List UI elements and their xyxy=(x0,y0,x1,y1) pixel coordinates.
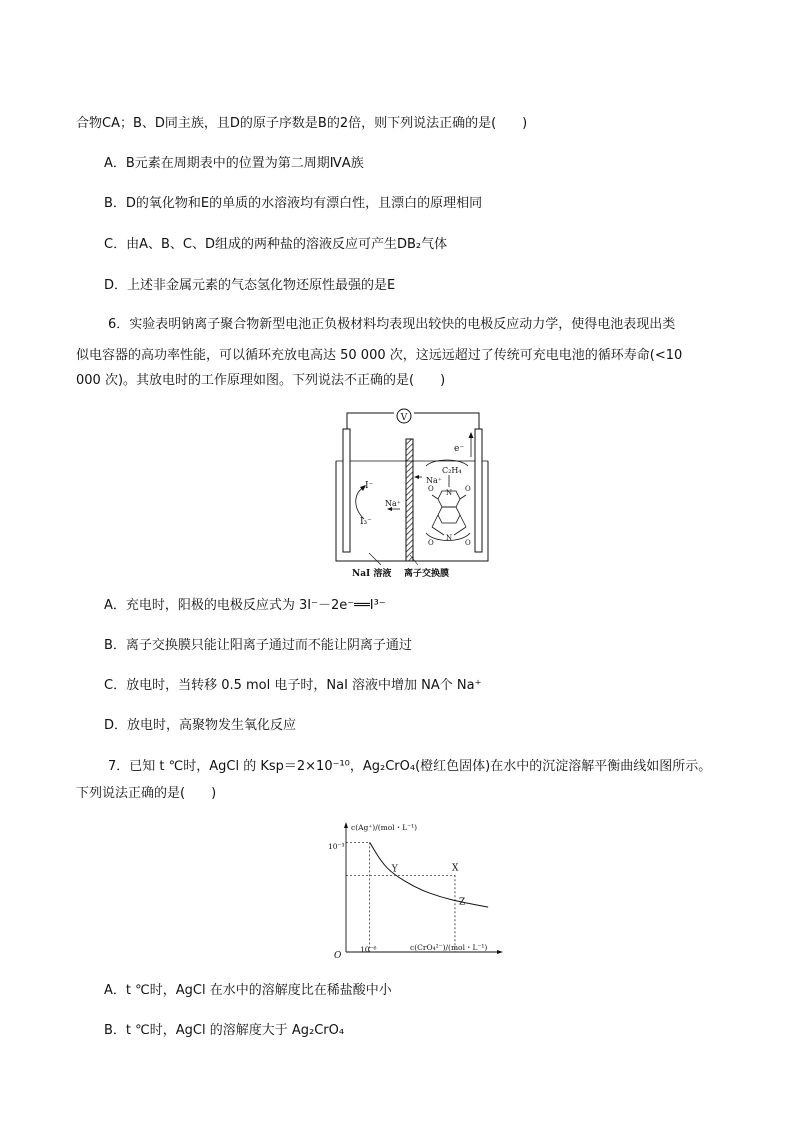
point-label-z: Z xyxy=(458,897,466,908)
q6-option-c: C．放电时，当转移 0.5 mol 电子时，NaI 溶液中增加 NA个 Na⁺ xyxy=(104,678,482,693)
q5-stem: 合物CA；B、D同主族，且D的原子序数是B的2倍，则下列说法正确的是( ) xyxy=(76,116,528,131)
svg-text:N: N xyxy=(446,489,453,497)
q5-option-c: C．由A、B、C、D组成的两种盐的溶液反应可产生DB₂气体 xyxy=(104,237,448,252)
y-axis-label: c(Ag⁺)/(mol・L⁻¹) xyxy=(351,823,418,832)
ethyl-group-label: C₂H₄ xyxy=(442,466,462,475)
caption-membrane: 离子交换膜 xyxy=(404,569,450,579)
point-label-x: X xyxy=(451,863,459,874)
voltmeter-label: V xyxy=(400,413,408,423)
battery-diagram xyxy=(334,403,494,579)
ion-exchange-membrane xyxy=(406,439,413,561)
q5-option-d: D．上述非金属元素的气态氢化物还原性最强的是E xyxy=(104,278,396,293)
svg-text:O: O xyxy=(428,485,434,493)
q5-option-a: A．B元素在周期表中的位置为第二周期ⅣA族 xyxy=(104,156,364,171)
svg-text:O: O xyxy=(465,539,471,547)
equilibrium-curve xyxy=(370,842,488,907)
triiodide-label: I₃⁻ xyxy=(360,517,372,527)
q7-stem-line-2: 下列说法正确的是( ) xyxy=(76,786,217,801)
x-tick-label: 10⁻⁶ xyxy=(360,945,377,954)
left-electrode xyxy=(343,429,350,552)
y-tick-label: 10⁻³ xyxy=(328,842,345,851)
x-axis-label: c(CrO₄²⁻)/(mol・L⁻¹) xyxy=(410,943,488,952)
q6-stem-line-1: 6．实验表明钠离子聚合物新型电池正负极材料均表现出较快的电极反应动力学，使得电池表现出类 xyxy=(108,317,676,332)
svg-text:O: O xyxy=(465,485,471,493)
q6-stem-line-2: 似电容器的高功率性能，可以循环充放电高达 50 000 次，这远远超过了传统可充电电池的循环寿命(<10 xyxy=(76,348,683,363)
q7-option-a: A．t ℃时，AgCl 在水中的溶解度比在稀盐酸中小 xyxy=(104,983,392,998)
sodium-right-label: Na⁺ xyxy=(426,476,442,485)
origin-label: O xyxy=(334,951,342,961)
sodium-left-label: Na⁺ xyxy=(385,499,401,508)
q7-stem-line-1: 7．已知 t ℃时，AgCl 的 Ksp＝2×10⁻¹⁰，Ag₂CrO₄(橙红色固体)在水中的沉淀溶解平衡曲线如图所示。 xyxy=(108,759,712,774)
svg-text:O: O xyxy=(428,539,434,547)
point-label-y: Y xyxy=(391,864,398,875)
q7-option-b: B．t ℃时，AgCl 的溶解度大于 Ag₂CrO₄ xyxy=(104,1023,345,1038)
caption-nai-solution: NaI 溶液 xyxy=(352,569,392,579)
electron-label: e⁻ xyxy=(454,444,465,454)
right-electrode xyxy=(475,429,482,552)
q6-option-d: D．放电时，高聚物发生氧化反应 xyxy=(104,718,297,733)
q5-option-b: B．D的氧化物和E的单质的水溶液均有漂白性，且漂白的原理相同 xyxy=(104,196,483,211)
q6-option-a: A．充电时，阳极的电极反应式为 3I⁻－2e⁻══I³⁻ xyxy=(104,598,386,613)
q6-stem-line-3: 000 次)。其放电时的工作原理如图。下列说法不正确的是( ) xyxy=(76,373,446,388)
q6-option-b: B．离子交换膜只能让阳离子通过而不能让阴离子通过 xyxy=(104,638,412,653)
svg-text:N: N xyxy=(446,534,453,542)
solubility-chart xyxy=(330,817,504,959)
iodide-label: I⁻ xyxy=(365,481,374,491)
